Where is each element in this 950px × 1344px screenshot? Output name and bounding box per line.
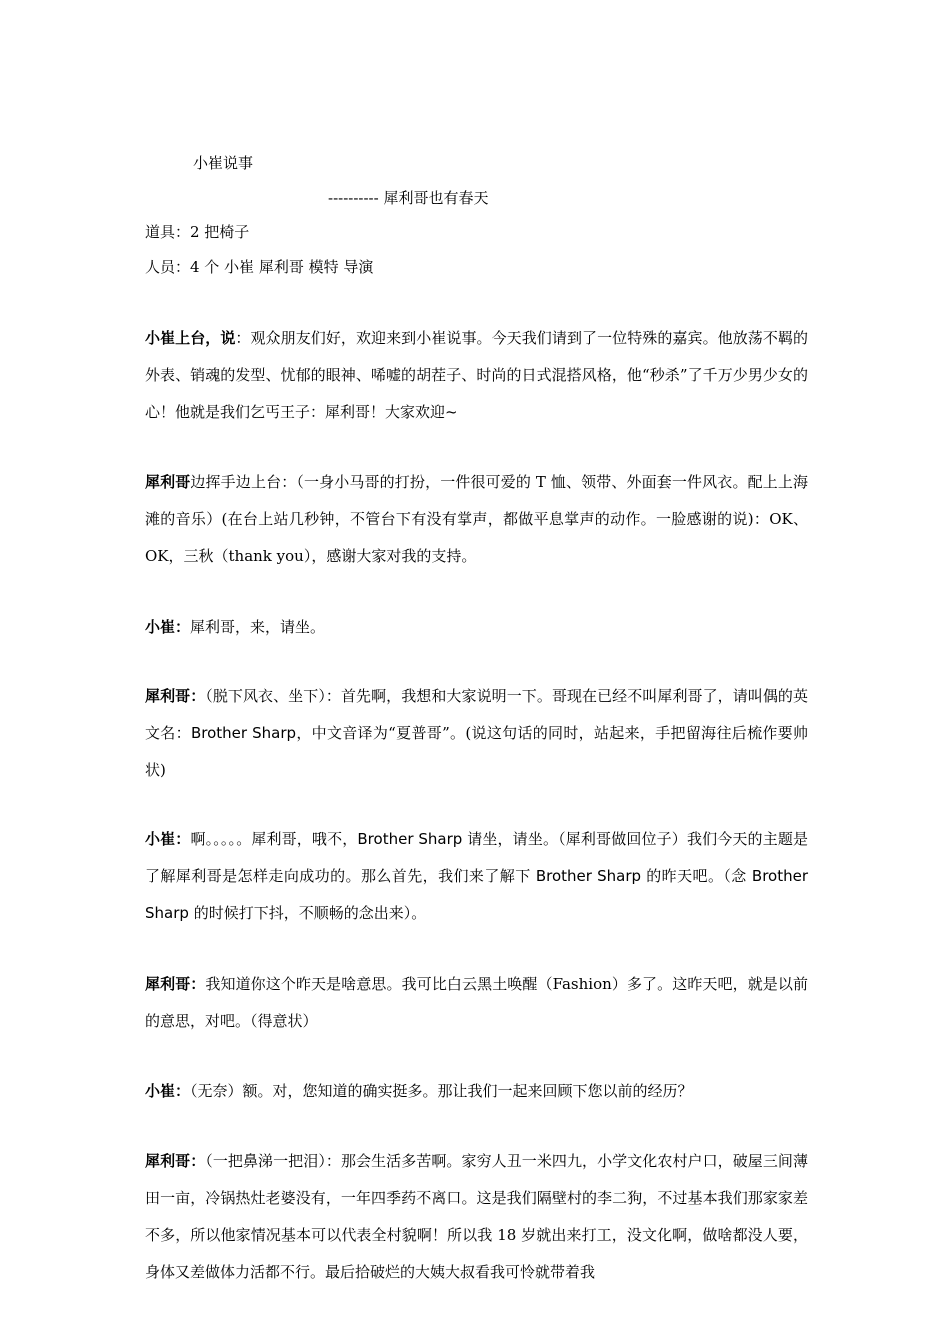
- speaker-label: 犀利哥：: [145, 1152, 206, 1170]
- speaker-label: 犀利哥: [145, 473, 191, 491]
- dialogue-paragraph: [145, 1143, 808, 1291]
- speaker-label: 小崔：: [145, 830, 191, 848]
- page-title: 小崔说事: [193, 154, 254, 172]
- dialogue-paragraph: [145, 821, 808, 932]
- dialogue-paragraph: [145, 320, 808, 431]
- dialogue-text: 的昨天吧。（念: [641, 867, 752, 885]
- page-subtitle: ---------- 犀利哥也有春天: [328, 189, 489, 207]
- dialogue-paragraph: [145, 609, 808, 646]
- english-name: Brother Sharp: [145, 867, 809, 922]
- dialogue-paragraph: [145, 966, 808, 1040]
- english-name: Brother Sharp: [357, 830, 463, 848]
- speaker-label: 小崔：: [145, 1082, 191, 1100]
- props-line: 道具：2 把椅子: [145, 223, 250, 241]
- english-name: Brother Sharp: [190, 724, 297, 742]
- dialogue-text: 的时候打下抖，不顺畅的念出来）。: [188, 904, 427, 922]
- dialogue-text: 请坐，请坐。（犀利哥做回位子）我们今天的主题是了解犀利哥是怎样走向成功的。那么首先，我们来了解下: [145, 830, 808, 885]
- cast-line: 人员：4 个 小崔 犀利哥 模特 导演: [145, 258, 374, 276]
- dialogue-text: （一把鼻涕一把泪）：那会生活多苦啊。家穷人丑一米四九，小学文化农村户口，破屋三间薄田一亩，冷锅热灶老婆没有，一年四季药不离口。这是我们隔壁村的李二狗，不过基本我们那家家差不多，所以他家情况基本可以代表全村貌啊！所以我 18 岁就出来打工，没文化啊，做啥都没人要，身体又差做体力活都不行。最后拾破烂的大姨大叔看我可怜就带着我: [145, 1152, 808, 1281]
- speaker-label: 小崔上台，说: [145, 329, 236, 347]
- dialogue-text: （无奈）额。对，您知道的确实挺多。那让我们一起来回顾下您以前的经历？: [190, 1082, 693, 1100]
- dialogue-paragraph: [145, 1073, 808, 1110]
- dialogue-paragraph: [145, 678, 808, 789]
- dialogue-text: （脱下风衣、坐下）：首先啊，我想和大家说明一下。哥现在已经不叫犀利哥了，请叫偶的英文名：: [145, 687, 808, 742]
- speaker-label: 犀利哥：: [145, 975, 206, 993]
- speaker-label: 犀利哥：: [145, 687, 206, 705]
- dialogue-text: 我知道你这个昨天是啥意思。我可比白云黑土唤醒（Fashion）多了。这昨天吧，就是以前的意思，对吧。（得意状）: [145, 975, 808, 1030]
- speaker-label: 小崔：: [145, 618, 191, 636]
- dialogue-text: 边挥手边上台：（一身小马哥的打扮，一件很可爱的 T 恤、领带、外面套一件风衣。配上上海滩的音乐）(在台上站几秒钟，不管台下有没有掌声，都做平息掌声的动作。一脸感谢的说)：OK、OK，三秋（thank you），感谢大家对我的支持。: [145, 473, 808, 565]
- dialogue-paragraph: [145, 464, 808, 575]
- dialogue-text: 啊。。。。。犀利哥，哦不，: [190, 830, 358, 848]
- english-name: Brother Sharp: [535, 867, 642, 885]
- dialogue-text: ，中文音译为“夏普哥”。(说这句话的同时，站起来，手把留海往后梳作要帅状): [145, 724, 808, 779]
- dialogue-text: 犀利哥，来，请坐。: [190, 618, 326, 636]
- dialogue-text: ：观众朋友们好，欢迎来到小崔说事。今天我们请到了一位特殊的嘉宾。他放荡不羁的外表、销魂的发型、忧郁的眼神、唏嘘的胡茬子、时尚的日式混搭风格，他“秒杀”了千万少男少女的心！他就是我们乞丐王子：犀利哥！大家欢迎~: [145, 329, 808, 421]
